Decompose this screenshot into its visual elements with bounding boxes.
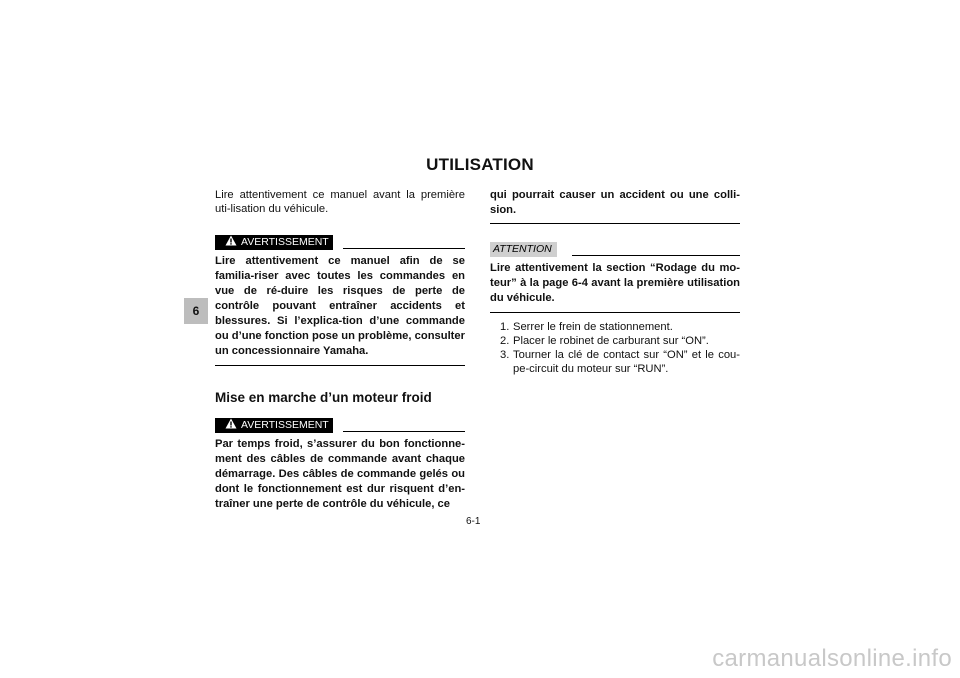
step-text: Tourner la clé de contact sur “ON” et le cou-pe-circuit du moteur sur “RUN”. — [513, 349, 740, 375]
page-title: UTILISATION — [426, 155, 534, 174]
attention-end-rule — [490, 312, 740, 313]
attention-header-rule — [572, 255, 740, 256]
warning-text-2: Par temps froid, s’assurer du bon fonctionne-ment des câbles de commande avant chaque démarrage. Des câbles de commande gelés ou dont le fonctionnement est dur risquent d’en-traîner une perte de contrôle du véhicule, ce — [215, 438, 465, 510]
attention-text: Lire attentivement la section “Rodage du mo-teur” à la page 6-4 avant la première utilisation du véhicule. — [490, 262, 740, 304]
warning-notice-2 — [215, 418, 465, 437]
list-item — [490, 320, 740, 334]
warning-text-1: Lire attentivement ce manuel afin de se familia-riser avec toutes les commandes en vue de ré-duire les risques de perte de contrôle pouvant entraîner accidents et blessures. Si l’explica-tion d’une commande ou d’une fonction pose un problème, consulter un concessionnaire Yamaha. — [215, 255, 465, 357]
attention-notice — [490, 242, 740, 261]
right-column — [490, 188, 740, 376]
chapter-tab: 6 — [184, 298, 208, 324]
warning-text-continued: qui pourrait causer un accident ou une colli-sion. — [490, 189, 740, 216]
step-text: Serrer le frein de stationnement. — [513, 321, 673, 333]
warning-badge — [215, 235, 333, 250]
list-item — [490, 334, 740, 348]
page-number: 6-1 — [466, 516, 481, 527]
step-number: 2. — [500, 335, 510, 347]
warning-triangle-icon — [225, 418, 237, 434]
warning-end-rule — [490, 223, 740, 224]
attention-label: ATTENTION — [493, 243, 552, 255]
list-item — [490, 348, 740, 376]
watermark: carmanualsonline.info — [712, 645, 952, 672]
warning-header-rule — [343, 431, 465, 432]
warning-end-rule — [215, 365, 465, 366]
warning-header-rule — [343, 248, 465, 249]
step-number: 1. — [500, 321, 510, 333]
warning-triangle-icon — [225, 235, 237, 251]
warning-label: AVERTISSEMENT — [241, 419, 329, 431]
section-heading: Mise en marche d’un moteur froid — [215, 390, 432, 405]
left-column — [215, 188, 465, 512]
steps-list — [490, 320, 740, 376]
warning-notice-1 — [215, 235, 465, 254]
warning-label: AVERTISSEMENT — [241, 236, 329, 248]
step-text: Placer le robinet de carburant sur “ON”. — [513, 335, 709, 347]
step-number: 3. — [500, 349, 510, 361]
warning-badge — [215, 418, 333, 433]
intro-paragraph: Lire attentivement ce manuel avant la première uti-lisation du véhicule. — [215, 189, 465, 215]
attention-badge — [490, 242, 557, 257]
